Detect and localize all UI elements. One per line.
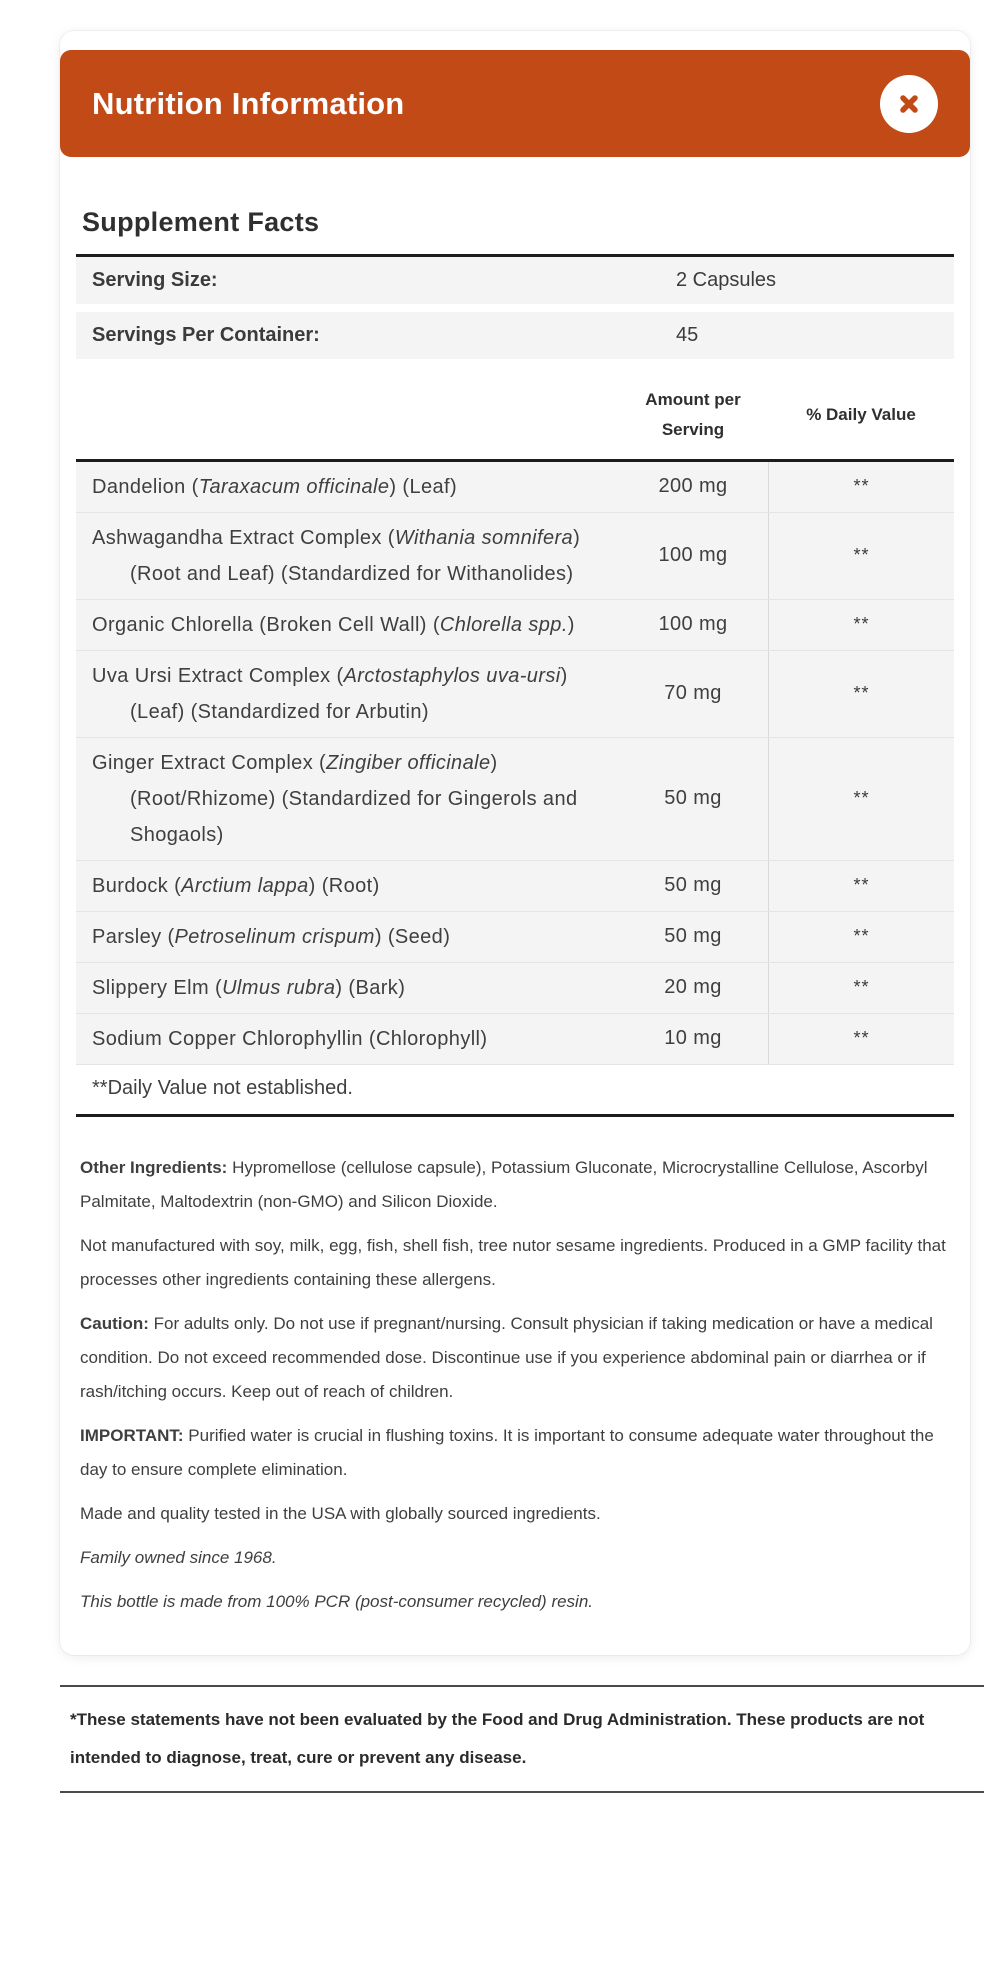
- ingredient-amount: 10 mg: [664, 1027, 722, 1049]
- ingredient-row: [76, 963, 954, 1014]
- serving-info-row: [76, 257, 954, 304]
- close-button[interactable]: [880, 75, 938, 133]
- detail-paragraph: IMPORTANT: Purified water is crucial in flushing toxins. It is important to consume adequate water throughout the day to ensure complete elimination.: [80, 1425, 934, 1479]
- ingredient-amount: 200 mg: [658, 475, 728, 497]
- ingredient-amount: 100 mg: [658, 544, 728, 566]
- detail-paragraph: Caution: For adults only. Do not use if pregnant/nursing. Consult physician if taking medication or have a medical condition. Do not exceed recommended dose. Discontinue use if you experience abdominal pain or diarrhea or if rash/itching occurs. Keep out of reach of children.: [80, 1313, 933, 1401]
- serving-info-value: 45: [676, 324, 699, 346]
- serving-info-table: [76, 254, 954, 359]
- ingredient-name: Dandelion (Taraxacum officinale) (Leaf): [92, 475, 458, 498]
- nutrition-info-modal: [60, 31, 970, 1655]
- close-icon: [894, 89, 924, 119]
- modal-header: [60, 50, 970, 157]
- modal-title: Nutrition Information: [92, 85, 405, 121]
- ingredient-daily-value: **: [768, 462, 954, 512]
- ingredient-row: [76, 513, 954, 600]
- ingredient-row: [76, 600, 954, 651]
- detail-paragraph: Other Ingredients: Hypromellose (cellulose capsule), Potassium Gluconate, Microcrystalline Cellulose, Ascorbyl Palmitate, Maltodextrin (non-GMO) and Silicon Dioxide.: [80, 1157, 928, 1211]
- ingredients-table: [76, 459, 954, 1117]
- disclaimer-text: *These statements have not been evaluated by the Food and Drug Administration. These products are not intended to diagnose, treat, cure or prevent any disease.: [70, 1709, 925, 1767]
- details-section: [76, 1151, 954, 1619]
- ingredient-daily-value: **: [768, 1014, 954, 1064]
- detail-paragraph: Made and quality tested in the USA with globally sourced ingredients.: [80, 1503, 601, 1523]
- ingredient-amount: 50 mg: [664, 925, 722, 947]
- ingredient-name: Burdock (Arctium lappa) (Root): [92, 874, 380, 897]
- ingredient-amount: 100 mg: [658, 613, 728, 635]
- ingredient-name: Slippery Elm (Ulmus rubra) (Bark): [92, 976, 406, 999]
- ingredient-name: Parsley (Petroselinum crispum) (Seed): [92, 925, 451, 948]
- ingredient-amount: 70 mg: [664, 682, 722, 704]
- ingredient-name: Uva Ursi Extract Complex (Arctostaphylos uva-ursi) (Leaf) (Standardized for Arbutin): [92, 664, 568, 723]
- ingredient-daily-value: **: [768, 912, 954, 962]
- ingredient-name: Sodium Copper Chlorophyllin (Chlorophyll): [92, 1027, 488, 1050]
- ingredient-row: [76, 912, 954, 963]
- serving-info-row: [76, 312, 954, 359]
- serving-info-value: 2 Capsules: [676, 269, 777, 291]
- ingredient-row: [76, 1014, 954, 1065]
- ingredient-daily-value: **: [768, 651, 954, 737]
- detail-paragraph: This bottle is made from 100% PCR (post-consumer recycled) resin.: [80, 1591, 594, 1611]
- ingredient-daily-value: **: [768, 513, 954, 599]
- ingredient-name: Organic Chlorella (Broken Cell Wall) (Chlorella spp.): [92, 613, 575, 636]
- ingredient-amount: 20 mg: [664, 976, 722, 998]
- ingredient-row: [76, 462, 954, 513]
- detail-paragraph: Not manufactured with soy, milk, egg, fish, shell fish, tree nutor sesame ingredients. Produced in a GMP facility that processes other ingredients containing these allergens.: [80, 1235, 946, 1289]
- column-header-amount-per-serving: Amount per Serving: [645, 390, 741, 439]
- serving-info-label: Servings Per Container:: [92, 324, 320, 346]
- ingredient-row: [76, 651, 954, 738]
- daily-value-footnote: **Daily Value not established.: [76, 1065, 954, 1114]
- ingredient-daily-value: **: [768, 738, 954, 860]
- supplement-facts-heading: Supplement Facts: [82, 207, 320, 237]
- column-header-daily-value: % Daily Value: [806, 404, 916, 424]
- ingredient-daily-value: **: [768, 861, 954, 911]
- facts-table-header: [76, 385, 954, 445]
- ingredient-amount: 50 mg: [664, 874, 722, 896]
- detail-paragraph: Family owned since 1968.: [80, 1547, 277, 1567]
- ingredient-name: Ashwagandha Extract Complex (Withania somnifera) (Root and Leaf) (Standardized for Withanolides): [92, 526, 581, 585]
- ingredient-amount: 50 mg: [664, 787, 722, 809]
- ingredient-row: [76, 738, 954, 861]
- serving-info-label: Serving Size:: [92, 269, 218, 291]
- fda-disclaimer-footer: [60, 1685, 984, 1793]
- ingredient-name: Ginger Extract Complex (Zingiber officinale) (Root/Rhizome) (Standardized for Gingerols and Shogaols): [92, 751, 578, 846]
- modal-body: [60, 207, 970, 1619]
- ingredient-daily-value: **: [768, 963, 954, 1013]
- ingredient-daily-value: **: [768, 600, 954, 650]
- ingredient-row: [76, 861, 954, 912]
